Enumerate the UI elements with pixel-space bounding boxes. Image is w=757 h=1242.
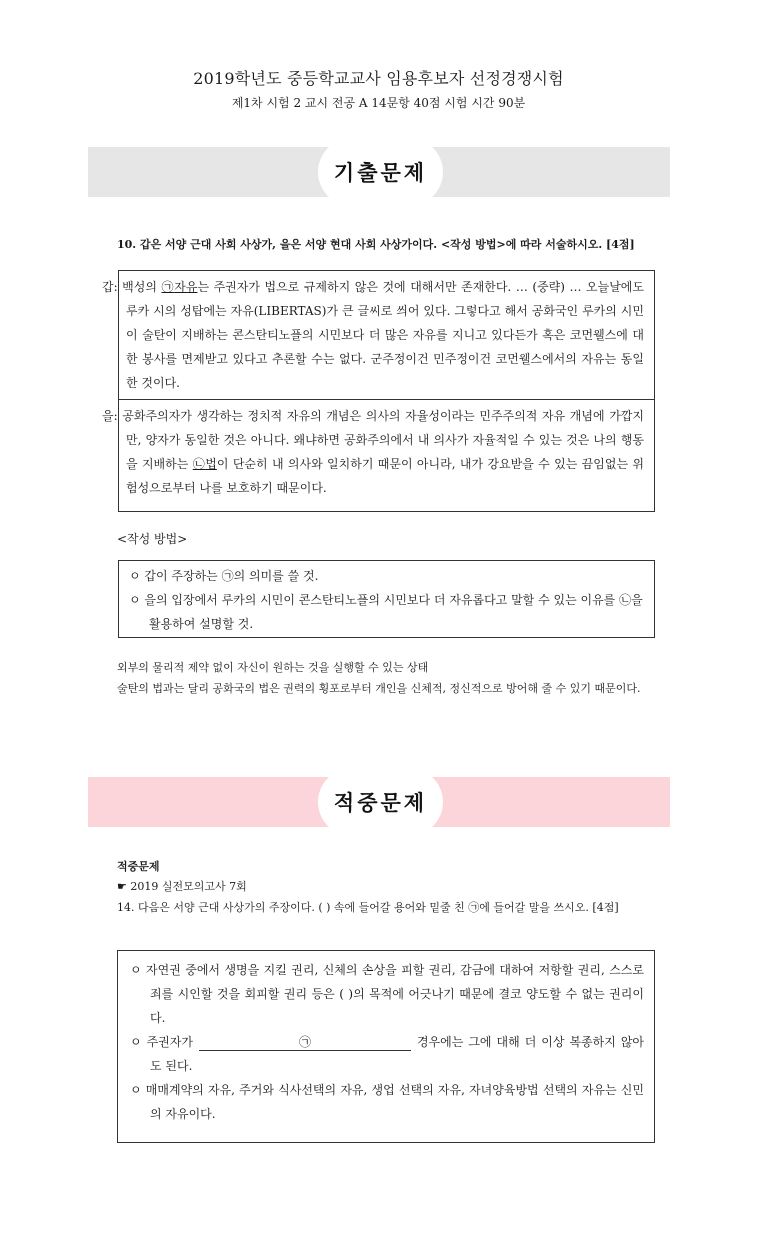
- hit-question-banner-label: 적중문제: [318, 768, 443, 836]
- term-law: 법: [205, 457, 217, 471]
- hit-item-2: [130, 1030, 644, 1078]
- hit-item-3: ㅇ 매매계약의 자유, 주거와 식사선택의 자유, 생업 선택의 자유, 자녀양육방법 선택의 자유는 신민의 자유이다.: [130, 1083, 644, 1121]
- exam-subtitle: 제1차 시험 2 교시 전공 A 14문항 40점 시험 시간 90분: [231, 96, 526, 110]
- hit-question-label: 적중문제: [117, 860, 160, 873]
- question-14-text: 14. 다음은 서양 근대 사상가의 주장이다. ( ) 속에 들어갈 용어와 밑줄 친 ㉠에 들어갈 말을 쓰시오. [4점]: [117, 901, 619, 914]
- question-10: 10. 갑은 서양 근대 사회 사상가, 을은 서양 현대 사회 사상가이다. <작성 방법>에 따라 서술하시오. [4점]: [117, 238, 635, 251]
- method-label: <작성 방법>: [117, 532, 188, 546]
- term-freedom: 자유: [174, 280, 198, 294]
- answer-block: [117, 657, 659, 699]
- passage-eul-text: 이 단순히 내 의사와 일치하기 때문이 아니라, 내가 강요받을 수 있는 끔임없는 위험성으로부터 나를 보호하기 때문이다.: [126, 457, 644, 495]
- method-item-2: ㅇ 을의 입장에서 루카의 시민이 콘스탄티노플의 시민보다 더 자유롭다고 말할 수 있는 이유를 ㉡을 활용하여 설명할 것.: [129, 593, 643, 631]
- passage-eul-prefix: 을: 공화주의자가 생각하는 정치적 자유의 개념은 의사의 자율성이라는 민주주의적 자유 개념에 가깝지만, 양자가 동일한 것은 아니다. 왜냐하면 공화주의에서 내 의사가 자율적일 수 있는 것은 나의 행동을 지배하는: [102, 409, 644, 471]
- hit-item-2-suffix: 경우에는 그에 대해 더 이상 복종하지 않아도 된다.: [150, 1035, 645, 1073]
- method-item-1: ㅇ 갑이 주장하는 ㉠의 의미를 쓸 것.: [129, 569, 319, 583]
- marker-a: ㉠: [161, 280, 175, 294]
- marker-b: ㉡: [192, 457, 206, 471]
- past-exam-banner-label: 기출문제: [318, 138, 443, 206]
- hit-question-banner: [88, 777, 670, 827]
- hit-source: ☛ 2019 실전모의고사 7회: [117, 880, 247, 893]
- hit-item-2-prefix: ㅇ 주권자가: [130, 1035, 193, 1049]
- passage-gap-prefix: 갑: 백성의: [102, 280, 162, 294]
- exam-title: 2019학년도 중등학교교사 임용후보자 선정경쟁시험: [193, 69, 564, 88]
- passage-gap: [102, 271, 654, 399]
- hit-passage-box: [117, 950, 655, 1143]
- marker-b-term: [193, 457, 217, 471]
- question-14: [117, 897, 657, 918]
- past-exam-banner: [88, 147, 670, 197]
- answer-blank: ㉠: [199, 1034, 411, 1051]
- passage-eul: [102, 400, 654, 504]
- method-box: [118, 560, 655, 638]
- answer-line-2: 술탄의 법과는 달리 공화국의 법은 권력의 횡포로부터 개인을 신체적, 정신적으로 방어해 줄 수 있기 때문이다.: [117, 682, 641, 695]
- passage-box: [102, 270, 655, 512]
- hit-item-1: ㅇ 자연권 중에서 생명을 지킬 권리, 신체의 손상을 피할 권리, 감금에 대하여 저항할 권리, 스스로 죄를 시인할 것을 회피할 권리 등은 ( )의 목적에 어긋나기 때문에 결코 양도할 수 없는 권리이다.: [130, 963, 644, 1025]
- marker-a-term: [162, 280, 198, 294]
- answer-line-1: 외부의 물리적 제약 없이 자신이 원하는 것을 실행할 수 있는 상태: [117, 661, 429, 674]
- passage-gap-text: 는 주권자가 법으로 규제하지 않은 것에 대해서만 존재한다. … (중략) … 오늘날에도 루카 시의 성탑에는 자유(LIBERTAS)가 큰 글씨로 씌어 있다. 그렇다고 해서 공화국인 루카의 시민이 술탄이 지배하는 콘스탄티노플의 시민보다 더 많은 자유를 지니고 있다든가 혹은 코먼웰스에 대한 봉사를 면제받고 있다고 추론할 수는 없다. 군주정이건 민주정이건 코먼웰스에서의 자유는 동일한 것이다.: [126, 280, 644, 390]
